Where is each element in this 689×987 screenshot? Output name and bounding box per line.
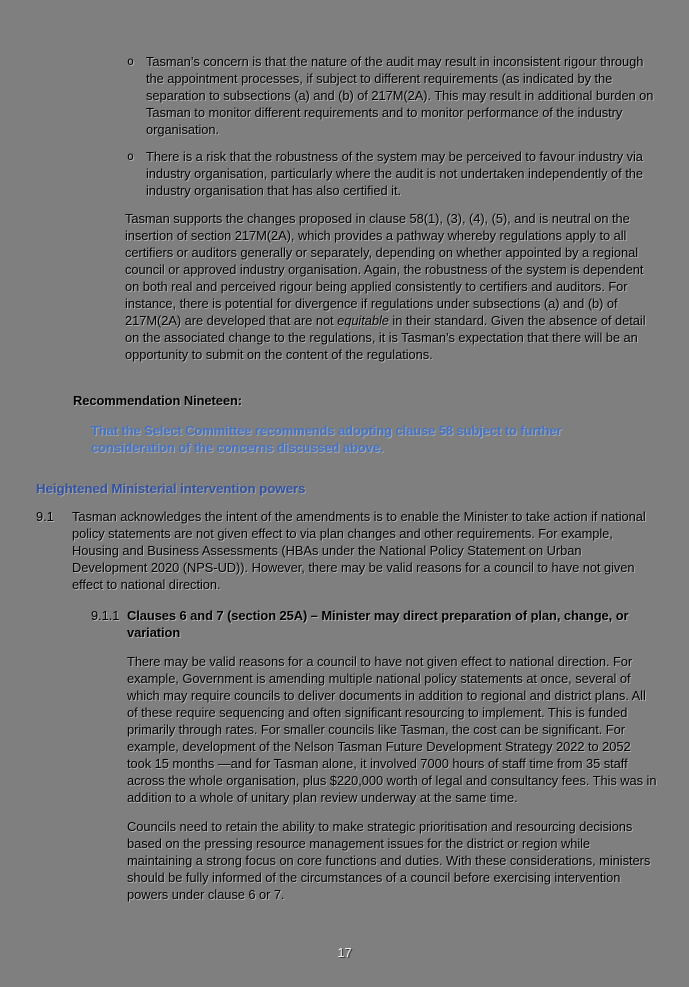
- bullet-icon: o: [127, 54, 134, 68]
- list-item: [127, 148, 657, 199]
- clause-9-1-1-block: [127, 607, 658, 903]
- paragraph-text: Tasman supports the changes proposed in clause 58(1), (3), (4), (5), and is neutral on the insertion of section 217M(2A), which provides a pathway whereby regulations apply to all certifiers or auditors generally or separately, depending on whether appointed by a regional council or approved industry organisation. Again, the robustness of the system is dependent on both real and perceived rigour being applied consistently to certifiers and auditors. For instance, there is potential for divergence if regulations under subsections (a) and (b) of 217M(2A) are developed that are not: [125, 211, 644, 328]
- bullet-list: [127, 53, 657, 199]
- recommendation-text: That the Select Committee recommends adopting clause 58 subject to further consideration of the concerns discussed above.: [91, 423, 562, 455]
- clause-58-paragraph: [125, 210, 659, 363]
- paragraph-text: in their standard. Given the absence of detail on the associated change to the regulations, it is Tasman’s expectation that there will be an opportunity to submit on the content of the regulations.: [125, 313, 646, 362]
- clause-9-1-1-paragraph-2: Councils need to retain the ability to make strategic prioritisation and resourcing decisions based on the pressing resource management issues for the district or region while maintaining a strong focus on core functions and duties. With these considerations, ministers should be fully informed of the circumstances of a council before exercising intervention powers under clause 6 or 7.: [127, 819, 651, 902]
- clause-number: 9.1.1: [91, 608, 120, 623]
- section-heading: Heightened Ministerial intervention powers: [36, 481, 306, 496]
- bullet-text: There is a risk that the robustness of the system may be perceived to favour industry via industry organisation, particularly where the audit is not undertaken independently of the industry organisation that has also certified it.: [146, 149, 643, 198]
- clause-9-1-1-heading: Clauses 6 and 7 (section 25A) – Minister may direct preparation of plan, change, or variation: [127, 608, 629, 640]
- clause-9-1-1-paragraph-1: There may be valid reasons for a council to have not given effect to national direction. For example, Government is amending multiple national policy statements at once, several of which may require councils to deliver documents in addition to regional and district plans. All of these require sequencing and often significant resourcing to implement. This is funded primarily through rates. For smaller councils like Tasman, the cost can be significant. For example, development of the Nelson Tasman Future Development Strategy 2022 to 2052 took 15 months —and for Tasman alone, it involved 7000 hours of staff time from 35 staff across the whole organisation, plus $220,000 worth of legal and consultancy fees. This was in addition to a whole of unitary plan review underway at the same time.: [127, 654, 657, 805]
- bullet-text: Tasman’s concern is that the nature of the audit may result in inconsistent rigour through the appointment processes, if subject to different requirements (as indicated by the separation to subsections (a) and (b) of 217M(2A). This may result in additional burden on Tasman to monitor different requirements and to monitor performance of the industry organisation.: [146, 54, 654, 137]
- clause-9-1-paragraph: Tasman acknowledges the intent of the amendments is to enable the Minister to take action if national policy statements are not given effect to via plan changes and other requirements. For example, Housing and Business Assessments (HBAs under the National Policy Statement on Urban Development 2020 (NPS-UD)). However, there may be valid reasons for a council to have not given effect to national direction.: [72, 509, 646, 592]
- recommendation-heading: Recommendation Nineteen:: [73, 393, 243, 408]
- clause-number: 9.1: [36, 509, 54, 524]
- list-item: [127, 53, 657, 138]
- page-number: 17: [337, 945, 352, 960]
- bullet-icon: o: [127, 149, 134, 163]
- italic-word: equitable: [337, 313, 389, 328]
